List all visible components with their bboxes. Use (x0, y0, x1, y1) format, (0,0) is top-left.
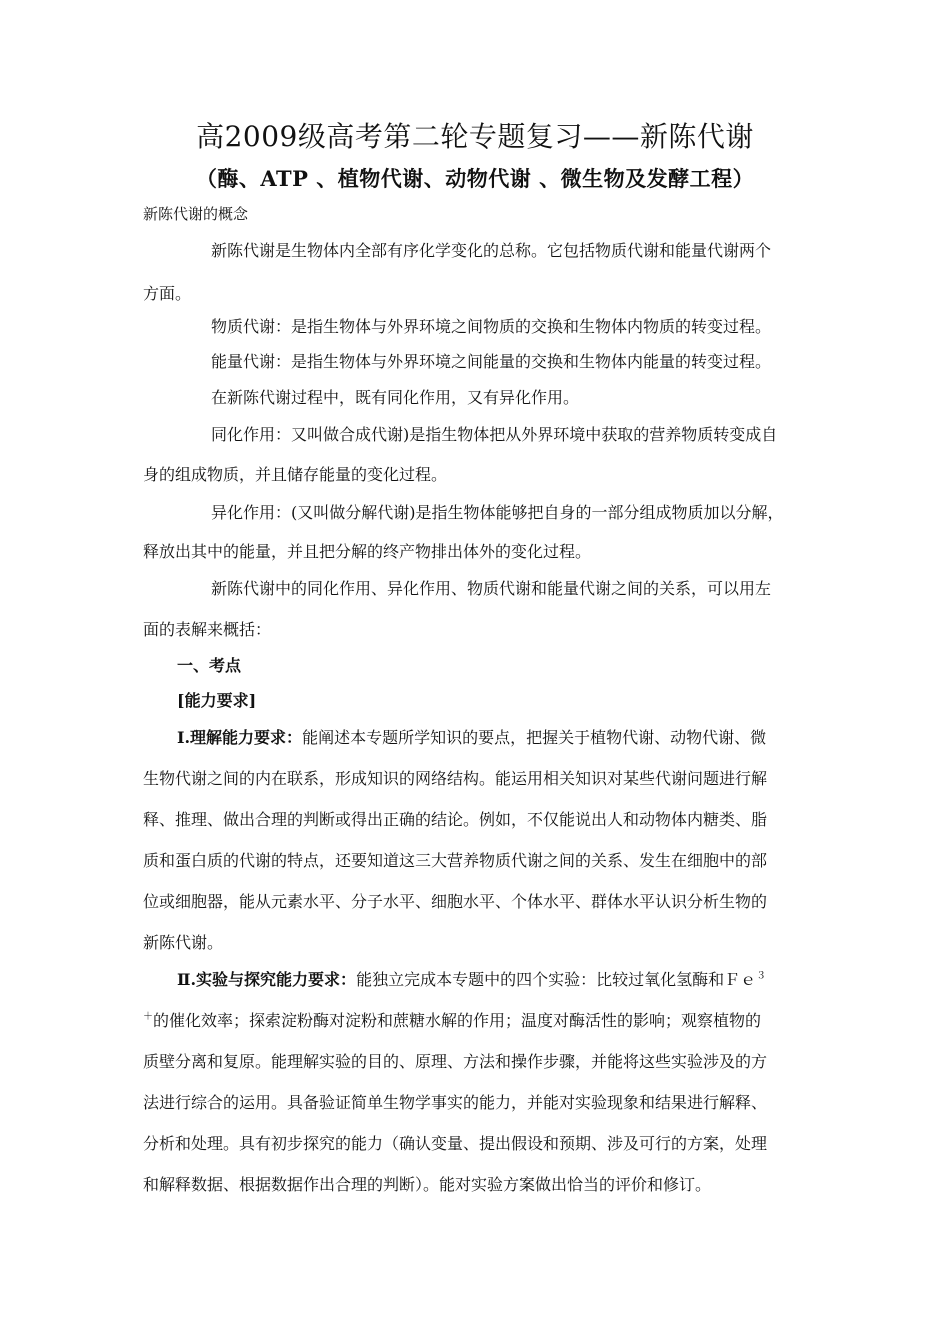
paragraph-line: 和解释数据、根据数据作出合理的判断）。能对实验方案做出恰当的评价和修订。 (143, 1175, 712, 1194)
requirement-2-text: 能独立完成本专题中的四个实验：比较过氧化氢酶和Ｆｅ (356, 970, 757, 989)
paragraph-line: 新陈代谢是生物体内全部有序化学变化的总称。它包括物质代谢和能量代谢两个 (211, 241, 772, 260)
page-subtitle: （酶、ATP 、植物代谢、动物代谢 、微生物及发酵工程） (195, 166, 755, 191)
paragraph-line: 生物代谢之间的内在联系，形成知识的网络结构。能运用相关知识对某些代谢问题进行解 (143, 769, 768, 788)
ability-heading: [能力要求] (177, 691, 257, 710)
concept-heading: 新陈代谢的概念 (143, 205, 249, 223)
section-heading: 一、考点 (177, 656, 242, 675)
superscript: ３ (756, 970, 767, 982)
paragraph-line (143, 1010, 813, 1032)
requirement-1-text: 能阐述本专题所学知识的要点，把握关于植物代谢、动物代谢、微 (302, 728, 767, 747)
paragraph-line: 同化作用：又叫做合成代谢)是指生物体把从外界环境中获取的营养物质转变成自 (211, 425, 778, 444)
paragraph-line: 方面。 (143, 284, 192, 303)
requirement-1-line (177, 727, 813, 749)
paragraph-line: 能量代谢：是指生物体与外界环境之间能量的交换和生物体内能量的转变过程。 (211, 352, 772, 371)
paragraph-line: 质和蛋白质的代谢的特点，还要知道这三大营养物质代谢之间的关系、发生在细胞中的部 (143, 851, 768, 870)
paragraph-line: 分析和处理。具有初步探究的能力（确认变量、提出假设和预期、涉及可行的方案，处理 (143, 1134, 768, 1153)
paragraph-line: 位或细胞器，能从元素水平、分子水平、细胞水平、个体水平、群体水平认识分析生物的 (143, 892, 768, 911)
requirement-2-label: Ⅱ.实验与探究能力要求： (177, 970, 357, 989)
paragraph-line: 新陈代谢。 (143, 933, 224, 952)
paragraph-line: 在新陈代谢过程中，既有同化作用，又有异化作用。 (211, 388, 580, 407)
paragraph-line: 质壁分离和复原。能理解实验的目的、原理、方法和操作步骤，并能将这些实验涉及的方 (143, 1052, 768, 1071)
paragraph-line: 身的组成物质，并且储存能量的变化过程。 (143, 465, 448, 484)
paragraph-line: 异化作用：(又叫做分解代谢)是指生物体能够把自身的一部分组成物质加以分解， (211, 503, 784, 522)
paragraph-line: 法进行综合的运用。具备验证简单生物学事实的能力，并能对实验现象和结果进行解释、 (143, 1093, 768, 1112)
superscript: ＋ (143, 1011, 153, 1023)
paragraph-line: 面的表解来概括： (143, 620, 272, 639)
paragraph-line: 释、推理、做出合理的判断或得出正确的结论。例如，不仅能说出人和动物体内糖类、脂 (143, 810, 768, 829)
paragraph-text: 的催化效率；探索淀粉酶对淀粉和蔗糖水解的作用；温度对酶活性的影响；观察植物的 (153, 1011, 762, 1030)
paragraph-line: 物质代谢：是指生物体与外界环境之间物质的交换和生物体内物质的转变过程。 (211, 317, 772, 336)
page-title: 高2009级高考第二轮专题复习——新陈代谢 (196, 120, 754, 153)
requirement-2-line (177, 969, 813, 991)
paragraph-line: 释放出其中的能量，并且把分解的终产物排出体外的变化过程。 (143, 542, 592, 561)
paragraph-line: 新陈代谢中的同化作用、异化作用、物质代谢和能量代谢之间的关系，可以用左 (211, 579, 772, 598)
requirement-1-label: Ⅰ.理解能力要求： (177, 728, 303, 747)
